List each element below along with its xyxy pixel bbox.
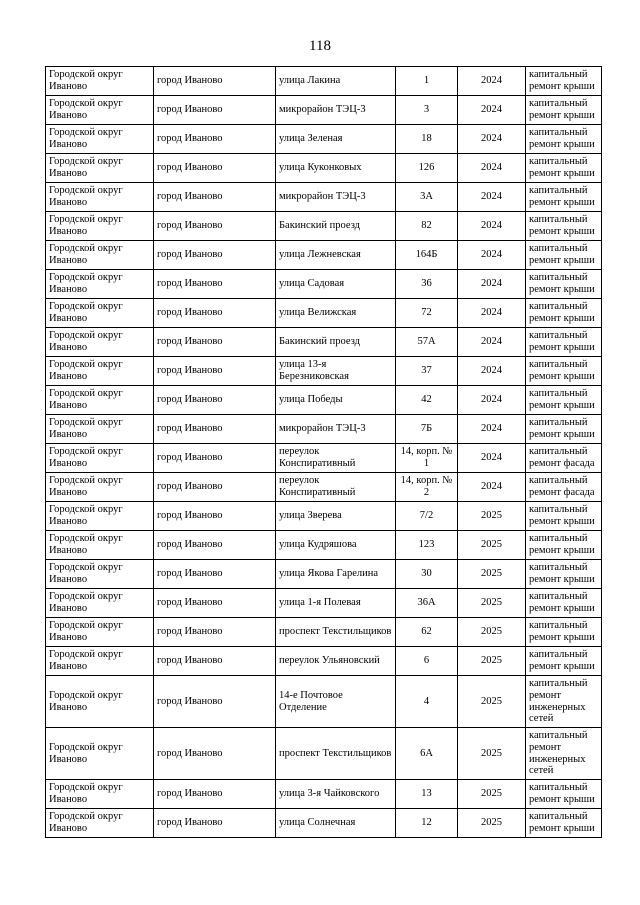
- municipality-cell: Городской округ Иваново: [46, 67, 154, 96]
- table-row: [46, 676, 602, 728]
- municipality-cell: Городской округ Иваново: [46, 728, 154, 780]
- municipality-cell: Городской округ Иваново: [46, 96, 154, 125]
- work-type-cell: капитальный ремонт крыши: [526, 780, 602, 809]
- work-type-cell: капитальный ремонт крыши: [526, 386, 602, 415]
- street-cell: улица Лежневская: [276, 241, 396, 270]
- year-cell: 2025: [458, 809, 526, 838]
- work-type-cell: капитальный ремонт крыши: [526, 328, 602, 357]
- settlement-cell: город Иваново: [154, 154, 276, 183]
- street-cell: улица Зеленая: [276, 125, 396, 154]
- house-number-cell: 12: [396, 809, 458, 838]
- work-type-cell: капитальный ремонт крыши: [526, 183, 602, 212]
- work-type-cell: капитальный ремонт инженерных сетей: [526, 676, 602, 728]
- house-number-cell: 123: [396, 531, 458, 560]
- municipality-cell: Городской округ Иваново: [46, 444, 154, 473]
- work-type-cell: капитальный ремонт крыши: [526, 67, 602, 96]
- street-cell: Бакинский проезд: [276, 212, 396, 241]
- house-number-cell: 36: [396, 270, 458, 299]
- settlement-cell: город Иваново: [154, 780, 276, 809]
- municipality-cell: Городской округ Иваново: [46, 125, 154, 154]
- settlement-cell: город Иваново: [154, 241, 276, 270]
- year-cell: 2025: [458, 531, 526, 560]
- table-row: [46, 647, 602, 676]
- table-row: [46, 125, 602, 154]
- year-cell: 2024: [458, 357, 526, 386]
- street-cell: проспект Текстильщиков: [276, 728, 396, 780]
- table-row: [46, 809, 602, 838]
- street-cell: улица Якова Гарелина: [276, 560, 396, 589]
- year-cell: 2024: [458, 386, 526, 415]
- house-number-cell: 3: [396, 96, 458, 125]
- street-cell: 14-е Почтовое Отделение: [276, 676, 396, 728]
- table-row: [46, 183, 602, 212]
- year-cell: 2025: [458, 676, 526, 728]
- street-cell: переулок Конспиративный: [276, 473, 396, 502]
- table-row: [46, 589, 602, 618]
- year-cell: 2024: [458, 96, 526, 125]
- house-number-cell: 57А: [396, 328, 458, 357]
- house-number-cell: 82: [396, 212, 458, 241]
- municipality-cell: Городской округ Иваново: [46, 676, 154, 728]
- street-cell: микрорайон ТЭЦ-3: [276, 415, 396, 444]
- settlement-cell: город Иваново: [154, 67, 276, 96]
- page-number: 118: [309, 38, 331, 54]
- table-row: [46, 241, 602, 270]
- municipality-cell: Городской округ Иваново: [46, 386, 154, 415]
- municipality-cell: Городской округ Иваново: [46, 328, 154, 357]
- street-cell: переулок Конспиративный: [276, 444, 396, 473]
- work-type-cell: капитальный ремонт инженерных сетей: [526, 728, 602, 780]
- settlement-cell: город Иваново: [154, 125, 276, 154]
- municipality-cell: Городской округ Иваново: [46, 502, 154, 531]
- table-row: [46, 473, 602, 502]
- house-number-cell: 18: [396, 125, 458, 154]
- work-type-cell: капитальный ремонт фасада: [526, 444, 602, 473]
- work-type-cell: капитальный ремонт крыши: [526, 560, 602, 589]
- work-type-cell: капитальный ремонт крыши: [526, 531, 602, 560]
- year-cell: 2024: [458, 67, 526, 96]
- settlement-cell: город Иваново: [154, 809, 276, 838]
- year-cell: 2024: [458, 212, 526, 241]
- settlement-cell: город Иваново: [154, 618, 276, 647]
- house-number-cell: 30: [396, 560, 458, 589]
- settlement-cell: город Иваново: [154, 183, 276, 212]
- settlement-cell: город Иваново: [154, 647, 276, 676]
- table-row: [46, 618, 602, 647]
- work-type-cell: капитальный ремонт крыши: [526, 154, 602, 183]
- year-cell: 2024: [458, 328, 526, 357]
- table-row: [46, 386, 602, 415]
- year-cell: 2025: [458, 728, 526, 780]
- house-number-cell: 72: [396, 299, 458, 328]
- street-cell: улица Садовая: [276, 270, 396, 299]
- settlement-cell: город Иваново: [154, 473, 276, 502]
- settlement-cell: город Иваново: [154, 386, 276, 415]
- year-cell: 2025: [458, 647, 526, 676]
- house-number-cell: 7/2: [396, 502, 458, 531]
- year-cell: 2024: [458, 473, 526, 502]
- street-cell: улица 3-я Чайковского: [276, 780, 396, 809]
- year-cell: 2024: [458, 241, 526, 270]
- year-cell: 2025: [458, 502, 526, 531]
- street-cell: улица Лакина: [276, 67, 396, 96]
- table-row: [46, 415, 602, 444]
- house-number-cell: 4: [396, 676, 458, 728]
- municipality-cell: Городской округ Иваново: [46, 560, 154, 589]
- street-cell: улица Куконковых: [276, 154, 396, 183]
- house-number-cell: 3А: [396, 183, 458, 212]
- house-number-cell: 7Б: [396, 415, 458, 444]
- municipality-cell: Городской округ Иваново: [46, 415, 154, 444]
- work-type-cell: капитальный ремонт крыши: [526, 415, 602, 444]
- year-cell: 2024: [458, 270, 526, 299]
- municipality-cell: Городской округ Иваново: [46, 270, 154, 299]
- municipality-cell: Городской округ Иваново: [46, 212, 154, 241]
- street-cell: Бакинский проезд: [276, 328, 396, 357]
- settlement-cell: город Иваново: [154, 676, 276, 728]
- work-type-cell: капитальный ремонт крыши: [526, 212, 602, 241]
- settlement-cell: город Иваново: [154, 270, 276, 299]
- street-cell: переулок Ульяновский: [276, 647, 396, 676]
- municipality-cell: Городской округ Иваново: [46, 618, 154, 647]
- table-row: [46, 270, 602, 299]
- repair-schedule-table: [45, 66, 602, 838]
- year-cell: 2025: [458, 560, 526, 589]
- year-cell: 2025: [458, 589, 526, 618]
- work-type-cell: капитальный ремонт крыши: [526, 125, 602, 154]
- municipality-cell: Городской округ Иваново: [46, 183, 154, 212]
- work-type-cell: капитальный ремонт крыши: [526, 299, 602, 328]
- table-row: [46, 531, 602, 560]
- settlement-cell: город Иваново: [154, 299, 276, 328]
- house-number-cell: 37: [396, 357, 458, 386]
- table-row: [46, 357, 602, 386]
- work-type-cell: капитальный ремонт крыши: [526, 647, 602, 676]
- house-number-cell: 1: [396, 67, 458, 96]
- street-cell: проспект Текстильщиков: [276, 618, 396, 647]
- work-type-cell: капитальный ремонт фасада: [526, 473, 602, 502]
- house-number-cell: 42: [396, 386, 458, 415]
- table-row: [46, 212, 602, 241]
- street-cell: улица Кудряшова: [276, 531, 396, 560]
- settlement-cell: город Иваново: [154, 728, 276, 780]
- house-number-cell: 6: [396, 647, 458, 676]
- year-cell: 2025: [458, 618, 526, 647]
- work-type-cell: капитальный ремонт крыши: [526, 589, 602, 618]
- table-row: [46, 299, 602, 328]
- street-cell: улица 1-я Полевая: [276, 589, 396, 618]
- municipality-cell: Городской округ Иваново: [46, 154, 154, 183]
- house-number-cell: 14, корп. № 1: [396, 444, 458, 473]
- work-type-cell: капитальный ремонт крыши: [526, 270, 602, 299]
- settlement-cell: город Иваново: [154, 96, 276, 125]
- work-type-cell: капитальный ремонт крыши: [526, 809, 602, 838]
- work-type-cell: капитальный ремонт крыши: [526, 357, 602, 386]
- settlement-cell: город Иваново: [154, 502, 276, 531]
- table-row: [46, 67, 602, 96]
- work-type-cell: капитальный ремонт крыши: [526, 502, 602, 531]
- year-cell: 2025: [458, 780, 526, 809]
- settlement-cell: город Иваново: [154, 357, 276, 386]
- municipality-cell: Городской округ Иваново: [46, 241, 154, 270]
- table-row: [46, 328, 602, 357]
- table-row: [46, 96, 602, 125]
- settlement-cell: город Иваново: [154, 328, 276, 357]
- street-cell: микрорайон ТЭЦ-3: [276, 183, 396, 212]
- year-cell: 2024: [458, 125, 526, 154]
- settlement-cell: город Иваново: [154, 589, 276, 618]
- settlement-cell: город Иваново: [154, 444, 276, 473]
- street-cell: улица Зверева: [276, 502, 396, 531]
- year-cell: 2024: [458, 299, 526, 328]
- settlement-cell: город Иваново: [154, 560, 276, 589]
- table-body: [46, 67, 602, 838]
- year-cell: 2024: [458, 415, 526, 444]
- house-number-cell: 126: [396, 154, 458, 183]
- work-type-cell: капитальный ремонт крыши: [526, 96, 602, 125]
- municipality-cell: Городской округ Иваново: [46, 473, 154, 502]
- table-row: [46, 502, 602, 531]
- municipality-cell: Городской округ Иваново: [46, 531, 154, 560]
- street-cell: улица Победы: [276, 386, 396, 415]
- settlement-cell: город Иваново: [154, 531, 276, 560]
- table-row: [46, 444, 602, 473]
- table-row: [46, 154, 602, 183]
- street-cell: улица 13-я Березниковская: [276, 357, 396, 386]
- municipality-cell: Городской округ Иваново: [46, 589, 154, 618]
- house-number-cell: 13: [396, 780, 458, 809]
- house-number-cell: 14, корп. № 2: [396, 473, 458, 502]
- year-cell: 2024: [458, 154, 526, 183]
- table-row: [46, 560, 602, 589]
- street-cell: микрорайон ТЭЦ-3: [276, 96, 396, 125]
- house-number-cell: 62: [396, 618, 458, 647]
- table-row: [46, 728, 602, 780]
- year-cell: 2024: [458, 183, 526, 212]
- house-number-cell: 36А: [396, 589, 458, 618]
- year-cell: 2024: [458, 444, 526, 473]
- settlement-cell: город Иваново: [154, 212, 276, 241]
- street-cell: улица Солнечная: [276, 809, 396, 838]
- work-type-cell: капитальный ремонт крыши: [526, 618, 602, 647]
- table-row: [46, 780, 602, 809]
- municipality-cell: Городской округ Иваново: [46, 647, 154, 676]
- house-number-cell: 6А: [396, 728, 458, 780]
- municipality-cell: Городской округ Иваново: [46, 357, 154, 386]
- work-type-cell: капитальный ремонт крыши: [526, 241, 602, 270]
- municipality-cell: Городской округ Иваново: [46, 780, 154, 809]
- house-number-cell: 164Б: [396, 241, 458, 270]
- municipality-cell: Городской округ Иваново: [46, 809, 154, 838]
- municipality-cell: Городской округ Иваново: [46, 299, 154, 328]
- street-cell: улица Велижская: [276, 299, 396, 328]
- settlement-cell: город Иваново: [154, 415, 276, 444]
